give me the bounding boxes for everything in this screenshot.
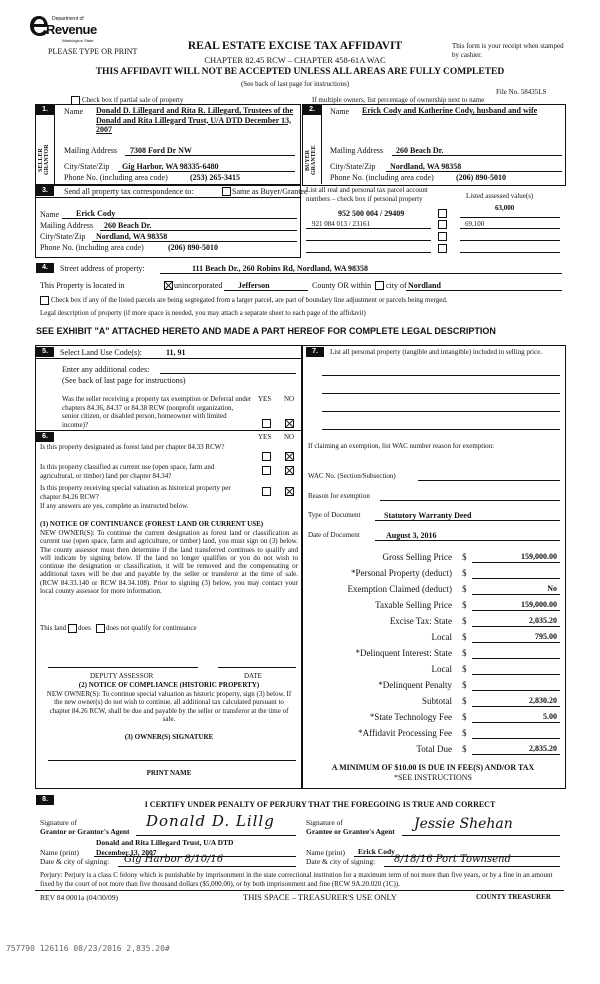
land-does-not-checkbox[interactable]	[96, 624, 105, 633]
seller-name-label: Name	[64, 107, 84, 116]
tax-row-label: *Affidavit Processing Fee	[358, 728, 452, 738]
tax-row-value[interactable]: 159,000.00	[521, 552, 557, 561]
tax-currency: $	[462, 616, 467, 626]
current-use-question: Is this property classified as current use (open space, farm and agricultural, or timber) land per chapter 84.34?	[40, 463, 215, 480]
please-type: PLEASE TYPE OR PRINT	[48, 47, 138, 56]
tax-currency: $	[462, 728, 467, 738]
same-as-buyer-checkbox[interactable]	[222, 187, 231, 196]
tax-row-value[interactable]: 5.00	[543, 712, 557, 721]
minimum-fee-note: A MINIMUM OF $10.00 IS DUE IN FEE(S) AND/OR TAX	[331, 763, 535, 772]
section-1-number: 1.	[36, 105, 54, 115]
corr-name-label: Name	[40, 210, 60, 219]
reason-label: Reason for exemption	[308, 492, 370, 500]
seller-mail-label: Mailing Address	[64, 146, 118, 155]
tax-currency: $	[462, 744, 467, 754]
tax-currency: $	[462, 600, 467, 610]
tax-row-value[interactable]: 2,835.20	[529, 744, 557, 753]
section5-see-back: (See back of last page for instructions)	[62, 376, 186, 385]
same-as-buyer-label: Same as Buyer/Grantee	[232, 187, 308, 196]
seller-mail[interactable]: 7308 Ford Dr NW	[130, 146, 192, 155]
logo-state: Washington State	[62, 38, 94, 43]
form-revision: REV 84 0001a (04/30/09)	[40, 893, 118, 902]
tax-row-label: Total Due	[416, 744, 452, 754]
unincorporated-label: unincorporated	[174, 281, 223, 290]
deputy-assessor-label: DEPUTY ASSESSOR	[90, 672, 154, 680]
tax-row-value[interactable]: 2,035.20	[529, 616, 557, 625]
corr-mail-label: Mailing Address	[40, 221, 94, 230]
date-label: DATE	[244, 672, 262, 680]
tax-row-label: *Delinquent Penalty	[378, 680, 452, 690]
tax-row-label: Taxable Selling Price	[375, 600, 452, 610]
grantor-sig-label: Signature of	[40, 818, 77, 827]
parcel-number[interactable]: 921 084 013 / 23161	[312, 220, 370, 228]
grantee-sig-label-2: Grantee or Grantee's Agent	[306, 827, 395, 836]
see-back-note: (See back of last page for instructions)	[240, 80, 350, 88]
city-of-label: city of	[386, 281, 407, 290]
doc-type-label: Type of Document	[308, 511, 361, 519]
notice-continuance-body: NEW OWNER(S): To continue the current designation as forest land or classification as current use (open space, farm and agriculture, or timber) land, you must sign on (3) below. The county assessor must then determine if the land transferred continues to qualify and will indicate by signing below. If the land no longer qualifies or you do not wish to continue the designation or classification, it will be removed and the compensating or additional taxes will be due and payable by the seller or transferor at the time of sale. (RCW 84.33.140 or RCW 84.34.108). Prior to signing (3) below, you may contact your local county assessor for more information.	[40, 529, 298, 596]
wac-label: WAC No. (Section/Subsection)	[308, 472, 396, 480]
section-7-number: 7.	[306, 347, 324, 357]
land-use-code[interactable]: 11, 91	[166, 348, 186, 357]
no-header: NO	[284, 433, 295, 441]
buyer-side-label: BUYER GRANTEE	[305, 145, 317, 175]
dor-logo	[28, 14, 98, 44]
if-yes-note: If any answers are yes, complete as instructed below.	[40, 502, 189, 510]
segregated-label: Check box if any of the listed parcels are being segregated from a larger parcel, are part of boundary line adjustment or parcels being merged.	[51, 296, 448, 304]
certify-statement: I CERTIFY UNDER PENALTY OF PERJURY THAT THE FOREGOING IS TRUE AND CORRECT	[144, 800, 496, 809]
historic-yes-checkbox[interactable]	[262, 487, 271, 496]
section-4-number: 4.	[36, 263, 54, 273]
tax-row-label: *State Technology Fee	[369, 712, 452, 722]
tax-currency: $	[462, 712, 467, 722]
doc-date[interactable]: August 3, 2016	[386, 531, 437, 540]
seller-phone-label: Phone No. (including area code)	[64, 173, 168, 182]
tax-row-label: Local	[431, 632, 452, 642]
corr-mail[interactable]: 260 Beach Dr.	[104, 221, 152, 230]
section-2-number: 2.	[303, 105, 321, 115]
grantor-date-city-label: Date & city of signing:	[40, 857, 110, 866]
buyer-phone[interactable]: (206) 890-5010	[456, 173, 506, 182]
corr-name[interactable]: Erick Cody	[76, 209, 116, 218]
forest-yes-checkbox[interactable]	[262, 452, 271, 461]
tax-currency: $	[462, 584, 467, 594]
yes-header: YES	[258, 433, 272, 441]
multiple-owners-note: If multiple owners, list percentage of ownership next to name	[312, 96, 485, 104]
correspondence-label: Send all property tax correspondence to:	[64, 187, 194, 196]
grantor-signature[interactable]: Donald D. Lillg	[146, 812, 275, 830]
corr-city-label: City/State/Zip	[40, 232, 86, 241]
located-label: This Property is located in	[40, 281, 125, 290]
street-address[interactable]: 111 Beach Dr., 260 Robins Rd, Nordland, WA 98358	[192, 264, 369, 273]
land-does-checkbox[interactable]	[68, 624, 77, 633]
receipt-note: This form is your receipt when stamped by cashier.	[452, 42, 564, 59]
tax-currency: $	[462, 568, 467, 578]
seller-city[interactable]: Gig Harbor, WA 98335-6480	[122, 162, 219, 171]
current-use-no-checkbox[interactable]	[285, 466, 294, 475]
corr-phone[interactable]: (206) 890-5010	[168, 243, 218, 252]
tax-row-value[interactable]: 2,830.20	[529, 696, 557, 705]
county-name[interactable]: Jefferson	[238, 281, 270, 290]
buyer-name-label: Name	[330, 107, 350, 116]
tax-row-label: Subtotal	[421, 696, 452, 706]
seller-phone[interactable]: (253) 265-3415	[190, 173, 240, 182]
seller-name[interactable]: Donald D. Lillegard and Rita R. Lillegard, Trustees of the Donald and Rita Lillegard Trust, U/A DTD December 13, 2007	[96, 106, 294, 134]
notice-compliance-title: (2) NOTICE OF COMPLIANCE (HISTORIC PROPERTY)	[78, 681, 260, 689]
grantor-print-name-2[interactable]: December 13, 2007	[96, 848, 157, 857]
claim-exemption-label: If claiming an exemption, list WAC number reason for exemption:	[308, 442, 495, 450]
logo-dept: Department of	[52, 16, 84, 22]
parcel-personal-checkbox[interactable]	[438, 244, 447, 253]
tax-row-label: Gross Selling Price	[382, 552, 452, 562]
perjury-notice: Perjury: Perjury is a class C felony which is punishable by imprisonment in the state correctional institution for a maximum term of not more than five years, or by a fine in an amount fixed by the court of not more than five thousand dollars ($5,000.00), or by both imprisonment and fine (RCW 9A.20.020 (1C)).	[40, 871, 553, 888]
section-6-number: 6.	[36, 432, 54, 442]
section-3-number: 3.	[36, 186, 54, 196]
notice-compliance-body: NEW OWNER(S): To continue special valuation as historic property, sign (3) below. If the new owner(s) do not wish to continue, all additional tax calculated pursuant to chapter 84.26 RCW, shall be due and payable by the seller or transferor at the time of sale.	[46, 690, 292, 723]
city-name[interactable]: Nordland	[408, 281, 441, 290]
yes-header: YES	[258, 395, 272, 403]
tax-row-value[interactable]: No	[547, 584, 557, 593]
grantor-print-name[interactable]: Donald and Rita Lillegard Trust, U/A DTD	[96, 838, 234, 847]
buyer-city-label: City/State/Zip	[330, 162, 376, 171]
tax-currency: $	[462, 680, 467, 690]
notice-continuance-title: (1) NOTICE OF CONTINUANCE (FOREST LAND OR CURRENT USE)	[40, 520, 264, 528]
partial-sale-label: Check box if partial sale of property	[82, 96, 184, 104]
land-use-label: Select Land Use Code(s):	[60, 348, 142, 357]
doc-type[interactable]: Statutory Warranty Deed	[384, 511, 472, 520]
buyer-phone-label: Phone No. (including area code)	[330, 173, 434, 182]
segregated-checkbox[interactable]	[40, 296, 49, 305]
street-label: Street address of property:	[60, 264, 145, 273]
grantee-date-city[interactable]: 8/18/16 Port Townsend	[394, 854, 511, 865]
form-warning: THIS AFFIDAVIT WILL NOT BE ACCEPTED UNLESS ALL AREAS ARE FULLY COMPLETED	[95, 67, 505, 77]
parcel-personal-checkbox[interactable]	[438, 220, 447, 229]
parcel-list-label: List all real and personal tax parcel account numbers – check box if personal property	[306, 186, 428, 203]
legal-desc-label: Legal description of property (if more space is needed, you may attach a separate sheet to each page of the affidavit)	[40, 309, 366, 317]
historic-no-checkbox[interactable]	[285, 487, 294, 496]
forest-land-question: Is this property designated as forest land per chapter 84.33 RCW?	[40, 443, 225, 451]
corr-phone-label: Phone No. (including area code)	[40, 243, 144, 252]
tax-currency: $	[462, 552, 467, 562]
buyer-city[interactable]: Nordland, WA 98358	[390, 162, 462, 171]
parcel-number[interactable]: 952 500 004 / 29409	[338, 209, 405, 218]
exemption-yes-checkbox[interactable]	[262, 419, 271, 428]
form-chapter: CHAPTER 82.45 RCW – CHAPTER 458-61A WAC	[204, 55, 386, 65]
corr-city[interactable]: Nordland, WA 98358	[96, 232, 168, 241]
seller-city-label: City/State/Zip	[64, 162, 110, 171]
seller-side-label: SELLER GRANTOR	[38, 144, 50, 176]
grantee-sig-label: Signature of	[306, 818, 343, 827]
current-use-yes-checkbox[interactable]	[262, 466, 271, 475]
no-header: NO	[284, 395, 295, 403]
exemption-no-checkbox[interactable]	[285, 419, 294, 428]
buyer-mail[interactable]: 260 Beach Dr.	[396, 146, 444, 155]
section-5-number: 5.	[36, 347, 54, 357]
grantee-date-city-label: Date & city of signing:	[306, 857, 376, 866]
additional-codes-label: Enter any additional codes:	[62, 365, 150, 374]
grantor-sig-label-2: Grantor or Grantor's Agent	[40, 827, 130, 836]
treasurer-space: THIS SPACE – TREASURER'S USE ONLY	[243, 892, 397, 902]
parcel-personal-checkbox[interactable]	[438, 232, 447, 241]
tax-currency: $	[462, 632, 467, 642]
tax-row-label: Local	[431, 664, 452, 674]
tax-currency: $	[462, 664, 467, 674]
parcel-value[interactable]: 69,100	[465, 220, 485, 228]
section-8-number: 8.	[36, 795, 54, 805]
parcel-personal-checkbox[interactable]	[438, 209, 447, 218]
this-land-label: This land	[40, 624, 67, 632]
tax-row-label: *Personal Property (deduct)	[351, 568, 452, 578]
grantee-name-label: Name (print)	[306, 848, 345, 857]
grantor-name-label: Name (print)	[40, 848, 79, 857]
buyer-name[interactable]: Erick Cody and Katherine Cody, husband and wife	[362, 106, 538, 115]
form-title: REAL ESTATE EXCISE TAX AFFIDAVIT	[187, 40, 403, 52]
tax-currency: $	[462, 696, 467, 706]
tax-table	[302, 552, 564, 752]
file-number: File No. 58435LS	[496, 88, 547, 96]
tax-row-value[interactable]: 795.00	[535, 632, 557, 641]
parcel-value[interactable]: 63,000	[495, 204, 515, 212]
doc-date-label: Date of Document	[308, 531, 360, 539]
tax-row-label: Excise Tax: State	[389, 616, 452, 626]
grantee-signature[interactable]: Jessie Shehan	[414, 816, 513, 832]
print-name-label: PRINT NAME	[146, 769, 192, 777]
assessed-value-label: Listed assessed value(s)	[466, 192, 534, 200]
unincorporated-checkbox[interactable]	[164, 281, 173, 290]
historic-question: Is this property receiving special valuation as historical property per chapter 84.26 RCW?	[40, 484, 231, 501]
city-of-checkbox[interactable]	[375, 281, 384, 290]
exhibit-a-statement: SEE EXHIBIT "A" ATTACHED HERETO AND MADE A PART HEREOF FOR COMPLETE LEGAL DESCRIPTION	[36, 326, 496, 336]
forest-no-checkbox[interactable]	[285, 452, 294, 461]
exemption-question: Was the seller receiving a property tax exemption or Deferral under chapters 84.36, 84.37 or 84.38 RCW (nonprofit organization, senior citizen, or disabled person, homeowner with limited income)?	[62, 395, 252, 429]
see-instructions-note: *SEE INSTRUCTIONS	[393, 773, 472, 782]
tax-currency: $	[462, 648, 467, 658]
county-or-label: County OR within	[312, 281, 372, 290]
grantor-date-city[interactable]: Gig Harbor 8/10/16	[124, 854, 224, 865]
personal-property-label: List all personal property (tangible and intangible) included in selling price.	[330, 348, 543, 356]
county-treasurer: COUNTY TREASURER	[476, 893, 551, 901]
cashier-stamp: 757790 126116 08/23/2016 2,835.20#	[6, 944, 170, 953]
tax-row-label: *Delinquent Interest: State	[355, 648, 452, 658]
logo-name: Revenue	[46, 22, 97, 37]
does-label: does	[78, 624, 91, 632]
does-not-label: does not qualify for continuance	[106, 624, 197, 632]
tax-row-value[interactable]: 159,000.00	[521, 600, 557, 609]
grantee-print-name[interactable]: Erick Cody	[358, 847, 395, 856]
tax-row-label: Exemption Claimed (deduct)	[347, 584, 452, 594]
owner-signature-label: (3) OWNER(S) SIGNATURE	[124, 733, 214, 741]
buyer-mail-label: Mailing Address	[330, 146, 384, 155]
